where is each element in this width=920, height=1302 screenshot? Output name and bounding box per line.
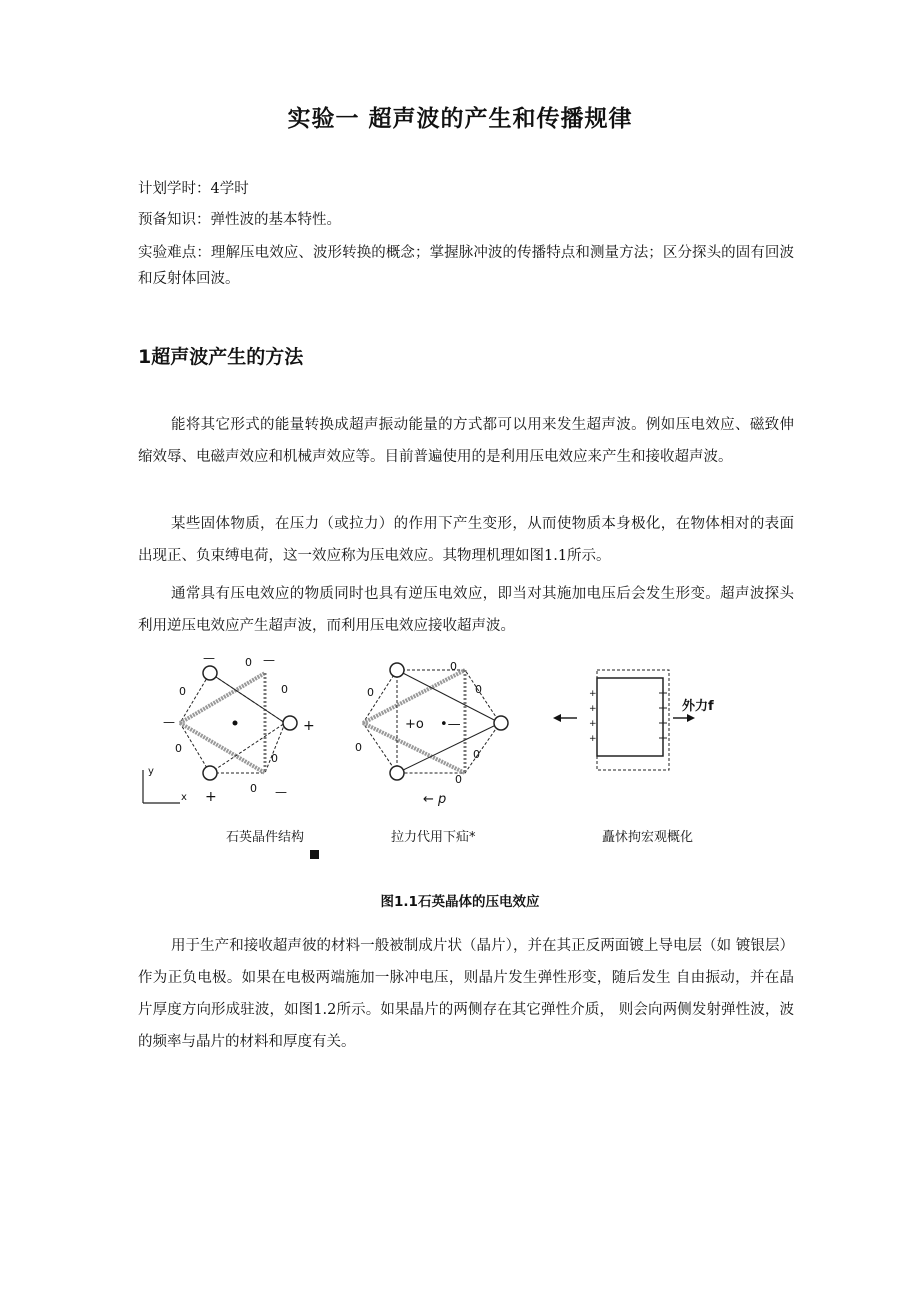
panel-macroscopic bbox=[553, 670, 714, 770]
figure-title: 图1.1石英晶体的压电效应 bbox=[380, 894, 540, 910]
label-plus: + bbox=[589, 719, 597, 729]
figure-piezo bbox=[135, 648, 795, 823]
label-zero: 0 bbox=[179, 685, 186, 698]
meta-difficulty: 实验难点：理解压电效应、波形转换的概念；掌握脉冲波的传播特点和测量方法；区分探头的固有回波和反射体回波。 bbox=[138, 245, 794, 287]
label-mid-minus: •— bbox=[440, 717, 461, 732]
section-heading: 1超声波产生的方法 bbox=[138, 346, 304, 368]
panel-under-tension bbox=[355, 660, 508, 807]
label-plus: + bbox=[205, 789, 217, 805]
label-zero: 0 bbox=[450, 660, 457, 673]
panel-crystal-structure bbox=[143, 651, 315, 805]
label-zero: 0 bbox=[475, 683, 482, 696]
axis-x-label: x bbox=[181, 792, 187, 803]
axis-y-label: y bbox=[148, 766, 154, 777]
page-title: 实验一 超声波的产生和传播规律 bbox=[287, 106, 633, 132]
caption-panel-2: 拉力代用下疝* bbox=[391, 830, 476, 845]
label-zero: 0 bbox=[175, 742, 182, 755]
label-zero: 0 bbox=[245, 656, 252, 669]
label-zero: 0 bbox=[271, 752, 278, 765]
label-minus: — bbox=[275, 785, 287, 799]
force-p-label: ← p bbox=[423, 792, 447, 807]
label-plus: + bbox=[303, 718, 315, 734]
label-minus: — bbox=[163, 715, 175, 729]
external-force-label: 外力f bbox=[682, 699, 714, 714]
square-bullet-icon bbox=[310, 850, 319, 859]
paragraph-2: 某些固体物质，在压力（或拉力）的作用下产生变形，从而使物质本身极化，在物体相对的表面出现正、负束缚电荷，这一效应称为压电效应。其物理机理如图1.1所示。 bbox=[138, 516, 794, 564]
label-zero: 0 bbox=[455, 773, 462, 786]
meta-hours: 计划学时：4学时 bbox=[138, 181, 249, 197]
caption-panel-1: 石英晶件结构 bbox=[226, 830, 305, 845]
meta-prereq: 预备知识：弹性波的基本特性。 bbox=[138, 212, 341, 228]
label-zero: 0 bbox=[250, 782, 257, 795]
label-mid-plus: +o bbox=[405, 717, 424, 732]
caption-panel-3: 矗怵拘宏观概化 bbox=[602, 830, 694, 845]
label-zero: 0 bbox=[473, 748, 480, 761]
label-minus: — bbox=[263, 653, 275, 667]
label-zero: 0 bbox=[367, 686, 374, 699]
paragraph-3: 通常具有压电效应的物质同时也具有逆压电效应，即当对其施加电压后会发生形变。超声波探头利用逆压电效应产生超声波，而利用压电效应接收超声波。 bbox=[138, 586, 794, 634]
label-plus: + bbox=[589, 734, 597, 744]
paragraph-4: 用于生产和接收超声彼的材料一般被制成片状（晶片），并在其正反两面镀上导电层（如 镀银层）作为正负电极。如果在电极两端施加一脉冲电压，则晶片发生弹性形变，随后发生 自由振动，并在晶片厚度方向形成驻波，如图1.2所示。如果晶片的两侧存在其它弹性介质， 则会向两侧发射弹性波，波的频率与晶片的材料和厚度有关。 bbox=[138, 938, 794, 1050]
paragraph-1: 能将其它形式的能量转换成超声振动能量的方式都可以用来发生超声波。例如压电效应、磁致伸缩效辱、电磁声效应和机械声效应等。目前普遍使用的是利用压电效应来产生和接收超声波。 bbox=[138, 417, 794, 465]
label-plus: + bbox=[589, 704, 597, 714]
label-zero: 0 bbox=[281, 683, 288, 696]
label-minus: — bbox=[203, 651, 215, 665]
label-plus: + bbox=[589, 689, 597, 699]
label-zero: 0 bbox=[355, 741, 362, 754]
